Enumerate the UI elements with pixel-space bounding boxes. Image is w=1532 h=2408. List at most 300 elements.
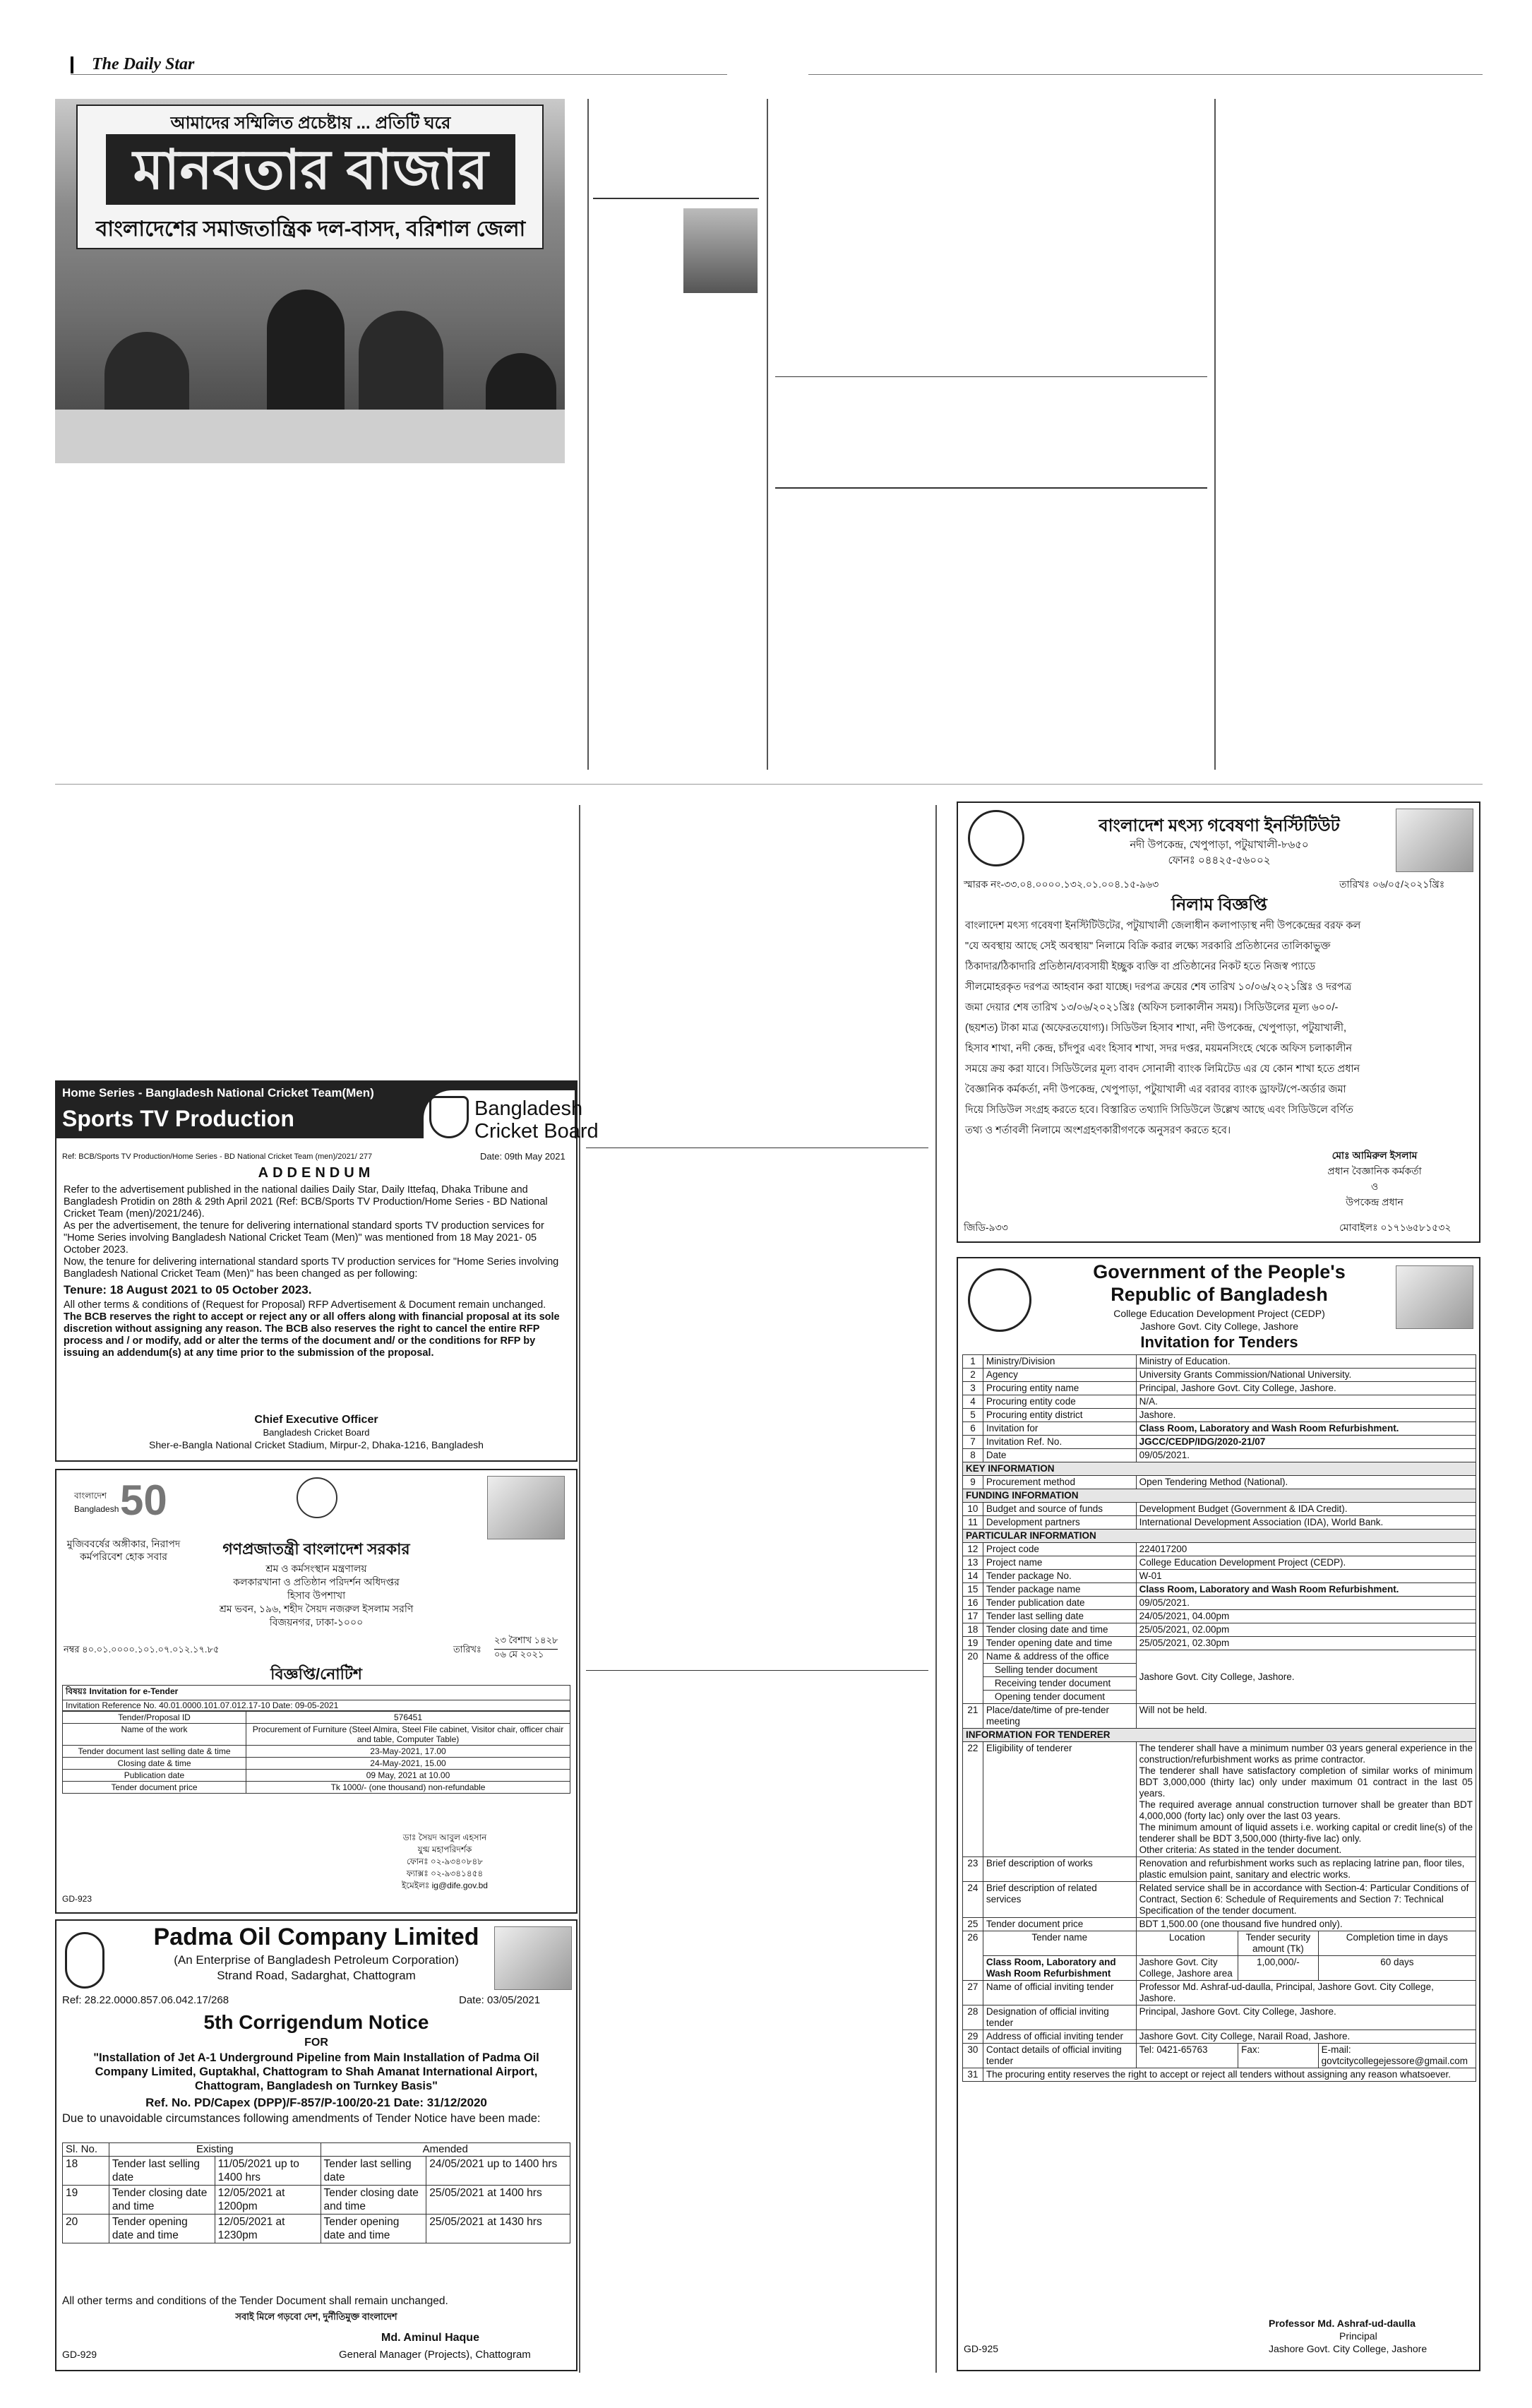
dife-date-label: তারিখঃ	[453, 1644, 481, 1655]
table-row	[963, 1981, 1476, 2005]
table-row	[963, 1449, 1476, 1462]
row-label: Agency	[983, 1369, 1136, 1382]
table-row	[963, 1570, 1476, 1583]
bfri-s1: মোঃ আমিরুল ইসলাম	[1331, 1150, 1418, 1161]
table-row	[63, 2215, 570, 2243]
row-label: Procurement method	[983, 1476, 1136, 1489]
row-label: Brief description of related services	[983, 1882, 1136, 1918]
contact-tel: Tel: 0421-65763	[1136, 2044, 1238, 2068]
table-row	[963, 1610, 1476, 1623]
row-label: Tender document price	[983, 1918, 1136, 1931]
row-value	[1136, 1742, 1476, 1857]
row-number: 11	[963, 1516, 983, 1530]
table-row	[963, 1436, 1476, 1449]
table-cell-value: Tk 1000/- (one thousand) non-refundable	[246, 1782, 570, 1794]
section-header: INFORMATION FOR TENDERER	[963, 1729, 1476, 1742]
row-value: 25/05/2021, 02.00pm	[1136, 1623, 1476, 1637]
row-label: Designation of official inviting tender	[983, 2005, 1136, 2030]
contact-fax: Fax:	[1238, 2044, 1319, 2068]
row-label: Procuring entity district	[983, 1409, 1136, 1422]
row-value: Principal, Jashore Govt. City College, Jashore.	[1136, 2005, 1476, 2030]
row-label: Ministry/Division	[983, 1355, 1136, 1369]
row-value: 09/05/2021.	[1136, 1597, 1476, 1610]
row-value: College Education Development Project (CEDP).	[1136, 1556, 1476, 1570]
row-number: 28	[963, 2005, 983, 2030]
logo-text: বাংলাদেশ Bangladesh	[74, 1491, 119, 1514]
bcb-header-main: Sports TV Production	[62, 1106, 294, 1131]
bfri-s3: ও	[1370, 1181, 1379, 1192]
padma-name: Padma Oil Company Limited	[153, 1924, 479, 1950]
padma-ref: Ref: 28.22.0000.857.06.042.17/268	[62, 1994, 229, 2006]
row-sublabel: Receiving tender document	[983, 1677, 1136, 1691]
sub-value: 60 days	[1318, 1956, 1476, 1981]
bcb-header-top: Home Series - Bangladesh National Cricket Team(Men)	[62, 1086, 374, 1099]
body-line: ঠিকাদার/ঠিকাদারি প্রতিষ্ঠান/ব্যবসায়ী ইচ্ছুক ব্যক্তি বা প্রতিষ্ঠানের নিকট হতে নিজস্ব প্যাডে	[965, 961, 1316, 972]
bcb-ref: Ref: BCB/Sports TV Production/Home Series - BD National Cricket Team (men)/2021/ 277	[62, 1152, 373, 1161]
person-2	[267, 290, 345, 410]
bcb-title: ADDENDUM	[258, 1165, 375, 1181]
sub-header: Tender security amount (Tk)	[1238, 1931, 1319, 1956]
dife-l5: বিজয়নগর, ঢাকা-১০০০	[269, 1616, 364, 1628]
sub-value: Jashore Govt. City College, Jashore area	[1136, 1956, 1238, 1981]
row-label: Place/date/time of pre-tender meeting	[983, 1704, 1136, 1729]
table-cell: Tender last selling date	[321, 2157, 426, 2186]
dife-date1: ২৩ বৈশাখ ১৪২৮	[494, 1634, 558, 1650]
row-label: Tender opening date and time	[983, 1637, 1136, 1650]
row-number: 8	[963, 1449, 983, 1462]
table-row	[963, 1422, 1476, 1436]
table	[55, 410, 565, 463]
table-row	[963, 1650, 1476, 1664]
row-value: Class Room, Laboratory and Wash Room Refurbishment.	[1136, 1583, 1476, 1597]
row-number: 14	[963, 1570, 983, 1583]
contact-email: E-mail: govtcitycollegejessore@gmail.com	[1318, 2044, 1476, 2068]
body-line: বৈজ্ঞানিক কর্মকর্তা, নদী উপকেন্দ্র, খেপুপাড়া, পটুয়াখালী এর বরাবর ব্যাংক ড্রাফট/পে-অর্ডার জমা	[965, 1084, 1346, 1095]
table-row	[63, 1746, 570, 1758]
bcb-tenure: Tenure: 18 August 2021 to 05 October 2023.	[64, 1283, 312, 1297]
dife-memo: নম্বর ৪০.০১.০০০০.১০১.০৭.০১২.১৭.৮৫	[64, 1644, 220, 1655]
mujib-100-logo	[71, 1476, 176, 1532]
padma-h-sl: Sl. No.	[63, 2143, 109, 2157]
dife-l4: শ্রম ভবন, ১৯৬, শহীদ সৈয়দ নজরুল ইসলাম সরণি	[219, 1603, 414, 1614]
dife-l1: শ্রম ও কর্মসংস্থান মন্ত্রণালয়	[265, 1563, 367, 1574]
padma-sign2: General Manager (Projects), Chattogram	[339, 2349, 531, 2361]
table-cell-value: 23-May-2021, 17.00	[246, 1746, 570, 1758]
row-value: Development Budget (Government & IDA Credit).	[1136, 1503, 1476, 1516]
sub-value: Class Room, Laboratory and Wash Room Refurbishment	[983, 1956, 1136, 1981]
tender-table	[962, 1354, 1476, 2082]
row-label: Date	[983, 1449, 1136, 1462]
table-row	[963, 1355, 1476, 1369]
dife-table-wrap	[62, 1685, 570, 1794]
row-number: 3	[963, 1382, 983, 1395]
dife-title: বিজ্ঞপ্তি/নোটিশ	[270, 1665, 362, 1683]
row-label: Address of official inviting tender	[983, 2030, 1136, 2044]
masthead-logo: The Daily Star	[92, 55, 195, 73]
col-rule-2	[767, 99, 768, 770]
column-rule-a	[593, 198, 759, 199]
row-label: Contact details of official inviting tender	[983, 2044, 1136, 2068]
author-photo	[683, 208, 758, 293]
bfri-gd: জিডি-৯৩৩	[964, 1222, 1008, 1233]
table-cell: Tender closing date and time	[321, 2186, 426, 2215]
sub-header: Location	[1136, 1931, 1238, 1956]
bcb-crest-icon	[429, 1096, 469, 1138]
padma-h-amended: Amended	[321, 2143, 570, 2157]
bfri-s5: মোবাইলঃ ০১৭১৬৫৮১৫৩২	[1339, 1222, 1452, 1233]
body-line: (ছয়শত) টাকা মাত্র (অফেরতযোগ্য)। সিডিউল হিসাব শাখা, নদী উপকেন্দ্র, খেপুপাড়া, পটুয়াখালী,	[965, 1023, 1347, 1034]
row-label: Procuring entity name	[983, 1382, 1136, 1395]
bcb-date: Date: 09th May 2021	[480, 1151, 565, 1162]
row-number: 6	[963, 1422, 983, 1436]
row-value: 24/05/2021, 04.00pm	[1136, 1610, 1476, 1623]
dife-l2: কলকারখানা ও প্রতিষ্ঠান পরিদর্শন অধিদপ্তর	[233, 1576, 400, 1587]
bfri-memo: স্মারক নং-৩৩.০৪.০০০০.১৩২.০১.০০৪.১৫-৯৬৩	[964, 878, 1159, 890]
table-cell: 18	[63, 2157, 109, 2186]
row-label: Procuring entity code	[983, 1395, 1136, 1409]
row-number: 25	[963, 1918, 983, 1931]
table-row	[963, 1956, 1476, 1981]
jashore-s3: Jashore Govt. City College, Jashore	[1269, 2343, 1428, 2354]
table-row	[63, 2186, 570, 2215]
section-header-row	[963, 1729, 1476, 1742]
table-row	[963, 1704, 1476, 1729]
table-row	[63, 2157, 570, 2186]
jashore-h4: Jashore Govt. City College, Jashore	[1139, 1321, 1299, 1332]
table-row	[963, 1857, 1476, 1882]
bcb-addendum-ad	[55, 1080, 599, 1462]
bcb-body	[64, 1184, 569, 1359]
row-number: 2	[963, 1369, 983, 1382]
padma-addr: Strand Road, Sadarghat, Chattogram	[217, 1969, 416, 1982]
bcb-logo-line2: Cricket Board	[474, 1120, 599, 1143]
table-cell: 20	[63, 2215, 109, 2243]
bfri-body	[965, 916, 1475, 1141]
row-value: Class Room, Laboratory and Wash Room Refurbishment.	[1136, 1422, 1476, 1436]
jashore-s1: Professor Md. Ashraf-ud-daulla	[1269, 2318, 1416, 2329]
dife-l3: হিসাব উপশাখা	[287, 1590, 346, 1601]
mujib-portrait-icon	[487, 1476, 565, 1539]
table-row	[63, 1724, 570, 1746]
row-value: Principal, Jashore Govt. City College, Jashore.	[1136, 1382, 1476, 1395]
dife-s2: যুগ্ম মহাপরিদর্শক	[417, 1844, 472, 1854]
row-value: Jashore.	[1136, 1409, 1476, 1422]
eligibility-item: The required average annual construction turnover shall be greater than BDT 4,000,000 (forty lac) only over the last 03 years.	[1139, 1799, 1473, 1821]
govt-emblem-icon	[297, 1477, 337, 1518]
bfri-name: বাংলাদেশ মৎস্য গবেষণা ইনস্টিটিউট	[1099, 816, 1340, 835]
padma-refno: Ref. No. PD/Capex (DPP)/F-857/P-100/20-21 Date: 31/12/2020	[145, 2096, 487, 2109]
news-photo	[55, 99, 565, 463]
body-line: সীলমোহরকৃত দরপত্র আহবান করা যাচ্ছে। দরপত্র ক্রয়ের শেষ তারিখ ১০/০৬/২০২১খ্রিঃ ও দরপত্র	[965, 982, 1352, 993]
bcb-sign1: Chief Executive Officer	[254, 1414, 378, 1426]
table-row	[63, 1770, 570, 1782]
row-number: 20	[963, 1650, 983, 1704]
table-cell-label: Tender/Proposal ID	[63, 1712, 246, 1724]
row-value: Jashore Govt. City College, Jashore.	[1136, 1650, 1476, 1704]
bfri-auction-ad	[957, 801, 1480, 1243]
dife-s5: ইমেইলঃ ig@dife.gov.bd	[402, 1880, 488, 1890]
table-row	[63, 1758, 570, 1770]
row-number: 13	[963, 1556, 983, 1570]
row-number: 5	[963, 1409, 983, 1422]
table-cell: Tender opening date and time	[109, 2215, 215, 2243]
row-value: 09/05/2021.	[1136, 1449, 1476, 1462]
banner	[76, 105, 544, 249]
page-rule-middle	[55, 784, 1483, 785]
padma-work: "Installation of Jet A-1 Underground Pipeline from Main Installation of Padma Oil Company Limited, Guptakhal, Chattogram to Shah Amanat International Airport, Chattogram, Bangladesh on Turnkey Basis"	[93, 2051, 539, 2092]
table-row	[63, 1712, 570, 1724]
bcb-logo-line1: Bangladesh	[474, 1097, 583, 1120]
masthead	[71, 55, 727, 76]
row-value: W-01	[1136, 1570, 1476, 1583]
dife-s4: ফ্যাক্সঃ ০২-৯৩৪১৪৫৪	[406, 1868, 484, 1878]
row-number: 22	[963, 1742, 983, 1857]
body-line: তথ্য ও শর্তাবলী নিলামে অংশগ্রহণকারীগণকে অনুসরণ করতে হবে।	[965, 1125, 1231, 1136]
page-number-bar	[71, 56, 73, 73]
col-rule-4	[579, 805, 580, 2373]
eligibility-item: The tenderer shall have satisfactory completion of similar works of minimum BDT 3,000,000 (thirty lac) only under maximum 01 contract in the last 05 years.	[1139, 1765, 1473, 1799]
dife-invref: Invitation Reference No. 40.01.0000.101.07.012.17-10 Date: 09-05-2021	[62, 1700, 570, 1711]
person-3	[359, 311, 443, 424]
table-cell-label: Publication date	[63, 1770, 246, 1782]
section-header: PARTICULAR INFORMATION	[963, 1530, 1476, 1543]
row-value: Jashore Govt. City College, Narail Road, Jashore.	[1136, 2030, 1476, 2044]
col-rule-3	[1214, 99, 1216, 770]
section-header-row	[963, 1489, 1476, 1503]
table-row	[963, 1742, 1476, 1857]
row-label: Tender package name	[983, 1583, 1136, 1597]
row-value: Renovation and refurbishment works such as replacing latrine pan, floor tiles, plastic emulsion paint, sanitary and electric works.	[1136, 1857, 1476, 1882]
padma-sub: (An Enterprise of Bangladesh Petroleum Corporation)	[174, 1953, 459, 1967]
table-cell: 24/05/2021 up to 1400 hrs	[426, 2157, 570, 2186]
row-number: 26	[963, 1931, 983, 1981]
row-label: Name & address of the office	[983, 1650, 1136, 1664]
row-label: Brief description of works	[983, 1857, 1136, 1882]
bcb-p2: As per the advertisement, the tenure for delivering international standard sports TV production services for "Home Series involving Bangladesh National Cricket Team (Men)" was mentioned from 18 May 2021- 05 October 2023.	[64, 1220, 544, 1256]
row-label: Tender publication date	[983, 1597, 1136, 1610]
table-cell-value: Procurement of Furniture (Steel Almira, Steel File cabinet, Visitor chair, officer chair and table, Computer Table)	[246, 1724, 570, 1746]
masthead-rule-left	[71, 74, 727, 75]
table-row	[963, 1918, 1476, 1931]
row-label: Development partners	[983, 1516, 1136, 1530]
row-label: Project name	[983, 1556, 1136, 1570]
jashore-h2: Republic of Bangladesh	[1111, 1284, 1328, 1305]
table-cell: Tender opening date and time	[321, 2215, 426, 2243]
padma-sign1: Md. Aminul Haque	[381, 2332, 479, 2344]
jashore-h3: College Education Development Project (CEDP)	[1113, 1308, 1325, 1319]
dife-tender-ad	[55, 1469, 578, 1914]
dife-subject: বিষয়ঃ Invitation for e-Tender	[62, 1685, 570, 1700]
table-row	[963, 2030, 1476, 2044]
bfri-date: তারিখঃ ০৬/০৫/২০২১খ্রিঃ	[1339, 878, 1445, 890]
row-label: Tender closing date and time	[983, 1623, 1136, 1637]
bcb-logo-box	[424, 1090, 599, 1145]
dife-slogan: মুজিববর্ষের অঙ্গীকার, নিরাপদ কর্মপরিবেশ হোক সবার	[66, 1538, 181, 1562]
table-cell-value: 576451	[246, 1712, 570, 1724]
table-row	[63, 1782, 570, 1794]
table-row	[963, 1637, 1476, 1650]
padma-h-existing: Existing	[109, 2143, 321, 2157]
table-cell: 19	[63, 2186, 109, 2215]
row-number: 24	[963, 1882, 983, 1918]
table-row	[963, 2068, 1476, 2082]
eligibility-item: The minimum amount of liquid assets i.e. working capital or credit line(s) of the tenderer shall be BDT 3,500,000 (thirty-five lac) only.	[1139, 1822, 1473, 1844]
table-row	[963, 2044, 1476, 2068]
row-label: Name of official inviting tender	[983, 1981, 1136, 2005]
table-cell-value: 09 May, 2021 at 10.00	[246, 1770, 570, 1782]
row-value: Related service shall be in accordance with Section-4: Particular Conditions of Contract, Section 6: Schedule of Requirements and Section 7: Technical Specification of the tender document.	[1136, 1882, 1476, 1918]
body-line: হিসাব শাখা, নদী কেন্দ্র, চাঁদপুর এবং হিসাব শাখা, সদর দপ্তর, ময়মনসিংহে থেকে অফিস চলাকালীন	[965, 1043, 1353, 1054]
body-line: জমা দেয়ার শেষ তারিখ ১৩/০৬/২০২১খ্রিঃ (অফিস চলাকালীন সময়)। সিডিউলের মূল্য ৬০০/-	[965, 1002, 1339, 1013]
row-label: Project code	[983, 1543, 1136, 1556]
column-rule-c	[775, 487, 1207, 489]
row-value: Ministry of Education.	[1136, 1355, 1476, 1369]
row-number: 17	[963, 1610, 983, 1623]
bcb-sign2: Bangladesh Cricket Board	[263, 1427, 370, 1438]
eligibility-item: Other criteria: As stated in the tender document.	[1139, 1844, 1342, 1855]
table-row	[963, 1543, 1476, 1556]
row-number: 31	[963, 2068, 983, 2082]
column-rule-b	[775, 376, 1207, 377]
table-row	[963, 1882, 1476, 1918]
body-line: "যে অবস্থায় আছে সেই অবস্থায়" নিলামে বিক্রি করার লক্ষ্যে সরকারি প্রতিষ্ঠানের তালিকাভুক্ত	[965, 941, 1331, 952]
row-number: 16	[963, 1597, 983, 1610]
row-label: Invitation Ref. No.	[983, 1436, 1136, 1449]
table-cell: 12/05/2021 at 1230pm	[215, 2215, 321, 2243]
row-value: The procuring entity reserves the right to accept or reject all tenders without assigning any reason whatsoever.	[983, 2068, 1476, 2082]
row-number: 9	[963, 1476, 983, 1489]
jashore-gd: GD-925	[964, 2343, 999, 2354]
row-number: 18	[963, 1623, 983, 1637]
dife-govt: গণপ্রজাতন্ত্রী বাংলাদেশ সরকার	[222, 1540, 410, 1558]
banner-line3: বাংলাদেশের সমাজতান্ত্রিক দল-বাসদ, বরিশাল জেলা	[95, 217, 526, 241]
table-row	[963, 1503, 1476, 1516]
table-cell-label: Name of the work	[63, 1724, 246, 1746]
section-header-row	[963, 1462, 1476, 1476]
table-cell: 25/05/2021 at 1430 hrs	[426, 2215, 570, 2243]
table-cell: Tender closing date and time	[109, 2186, 215, 2215]
dife-date2: ০৬ মে ২০২১	[494, 1649, 544, 1659]
table-row	[963, 1583, 1476, 1597]
table-cell: 11/05/2021 up to 1400 hrs	[215, 2157, 321, 2186]
section-header: FUNDING INFORMATION	[963, 1489, 1476, 1503]
body-line: বাংলাদেশ মৎস্য গবেষণা ইনস্টিটিউটের, পটুয়াখালী জেলাধীন কলাপাড়াস্থ নদী উপকেন্দ্রের বরফ কল	[965, 920, 1361, 931]
jashore-s2: Principal	[1339, 2330, 1377, 2342]
row-label: Tender package No.	[983, 1570, 1136, 1583]
sub-header: Completion time in days	[1318, 1931, 1476, 1956]
row-number: 4	[963, 1395, 983, 1409]
bfri-s4: উপকেন্দ্র প্রধান	[1346, 1196, 1404, 1208]
row-number: 12	[963, 1543, 983, 1556]
table-row	[963, 1556, 1476, 1570]
sub-value: 1,00,000/-	[1238, 1956, 1319, 1981]
logo-50-icon: 50	[120, 1477, 167, 1524]
masthead-rule-right	[808, 74, 1483, 75]
banner-line1: আমাদের সম্মিলিত প্রচেষ্টায় ... প্রতিটি ঘরে	[170, 114, 451, 133]
row-value: Professor Md. Ashraf-ud-daulla, Principal, Jashore Govt. City College, Jashore.	[1136, 1981, 1476, 2005]
section-header-row	[963, 1530, 1476, 1543]
table-cell: 12/05/2021 at 1200pm	[215, 2186, 321, 2215]
bfri-title: নিলাম বিজ্ঞপ্তি	[1171, 895, 1267, 914]
row-value: Will not be held.	[1136, 1704, 1476, 1729]
table-row	[963, 1623, 1476, 1637]
padma-gd: GD-929	[62, 2349, 97, 2360]
padma-date: Date: 03/05/2021	[459, 1994, 541, 2006]
dife-table	[62, 1711, 570, 1794]
section-header: KEY INFORMATION	[963, 1462, 1476, 1476]
bfri-addr: নদী উপকেন্দ্র, খেপুপাড়া, পটুয়াখালী-৮৬৫০	[1130, 839, 1309, 851]
table-cell-label: Closing date & time	[63, 1758, 246, 1770]
row-number: 15	[963, 1583, 983, 1597]
padma-table	[62, 2142, 570, 2243]
table-cell-label: Tender document price	[63, 1782, 246, 1794]
table-row	[963, 1369, 1476, 1382]
padma-corrigendum-ad	[55, 1919, 578, 2371]
col-rule-1	[587, 99, 589, 770]
bfri-s2: প্রধান বৈজ্ঞানিক কর্মকর্তা	[1327, 1165, 1422, 1176]
bcb-p5: The BCB reserves the right to accept or reject any or all offers along with financial proposal at its sole discretion without assigning any reason. The BCB also reserves the right to cancel the entire RFP process and / or modify, add or alter the terms of the document and/ or the conditions for RFP by issuing an addendum(s) at any time prior to the submission of the proposal.	[64, 1311, 560, 1359]
row-value: Open Tendering Method (National).	[1136, 1476, 1476, 1489]
bcb-sign3: Sher-e-Bangla National Cricket Stadium, Mirpur-2, Dhaka-1216, Bangladesh	[149, 1439, 484, 1450]
body-line: সময়ে ক্রয় করা যাবে। সিডিউলের মূল্য বাবদ সোনালী ব্যাংক লিমিটেড এর যে কোন শাখা হতে প্রধান	[965, 1063, 1360, 1075]
row-label: Tender last selling date	[983, 1610, 1136, 1623]
padma-for: FOR	[304, 2037, 328, 2049]
padma-intro: Due to unavoidable circumstances following amendments of Tender Notice have been made:	[62, 2112, 541, 2125]
row-number: 23	[963, 1857, 983, 1882]
table-row	[963, 1382, 1476, 1395]
padma-slogan: সবাই মিলে গড়বো দেশ, দুর্নীতিমুক্ত বাংলাদেশ	[235, 2311, 397, 2322]
row-number: 1	[963, 1355, 983, 1369]
table-row	[963, 1516, 1476, 1530]
row-value: University Grants Commission/National University.	[1136, 1369, 1476, 1382]
table-cell-label: Tender document last selling date & time	[63, 1746, 246, 1758]
jashore-h5: Invitation for Tenders	[1140, 1333, 1298, 1351]
col-rule-5	[935, 805, 937, 2373]
row-number: 30	[963, 2044, 983, 2068]
table-cell-value: 24-May-2021, 15.00	[246, 1758, 570, 1770]
bcb-p3: Now, the tenure for delivering international standard sports TV production services for "Home Series involving Bangladesh National Cricket Team (Men)" has been changed as per following:	[64, 1256, 559, 1280]
body-line: দিয়ে সিডিউল সংগ্রহ করতে হবে। বিস্তারিত তথ্যাদি সিডিউলে উল্লেখ আছে এবং সিডিউলে বর্ণিত	[965, 1104, 1353, 1116]
row-label: Invitation for	[983, 1422, 1136, 1436]
table-cell: 25/05/2021 at 1400 hrs	[426, 2186, 570, 2215]
row-label: Eligibility of tenderer	[983, 1742, 1136, 1857]
row-number: 19	[963, 1637, 983, 1650]
row-value: BDT 1,500.00 (one thousand five hundred only).	[1136, 1918, 1476, 1931]
table-row	[963, 1409, 1476, 1422]
row-number: 7	[963, 1436, 983, 1449]
jashore-table	[962, 1354, 1476, 2082]
row-value: 25/05/2021, 02.30pm	[1136, 1637, 1476, 1650]
row-number: 10	[963, 1503, 983, 1516]
row-number: 21	[963, 1704, 983, 1729]
table-row	[963, 2005, 1476, 2030]
bcb-p4: All other terms & conditions of (Request for Proposal) RFP Advertisement & Document remain unchanged.	[64, 1299, 546, 1311]
bfri-phone: ফোনঃ ০৪৪২৫-৫৬০০২	[1168, 854, 1271, 866]
eligibility-item: The tenderer shall have a minimum number 03 years general experience in the construction/refurbishment works as prime contractor.	[1139, 1743, 1473, 1765]
jashore-tender-ad	[957, 1257, 1480, 2371]
dife-gd: GD-923	[62, 1894, 92, 1904]
table-cell: Tender last selling date	[109, 2157, 215, 2186]
table-row	[963, 1597, 1476, 1610]
table-row	[963, 1476, 1476, 1489]
padma-other: All other terms and conditions of the Tender Document shall remain unchanged.	[62, 2295, 448, 2307]
row-number: 27	[963, 1981, 983, 2005]
sub-header: Tender name	[983, 1931, 1136, 1956]
banner-line2: মানবতার বাজার	[106, 134, 515, 205]
row-value: N/A.	[1136, 1395, 1476, 1409]
table-row	[963, 1395, 1476, 1409]
row-label: Budget and source of funds	[983, 1503, 1136, 1516]
